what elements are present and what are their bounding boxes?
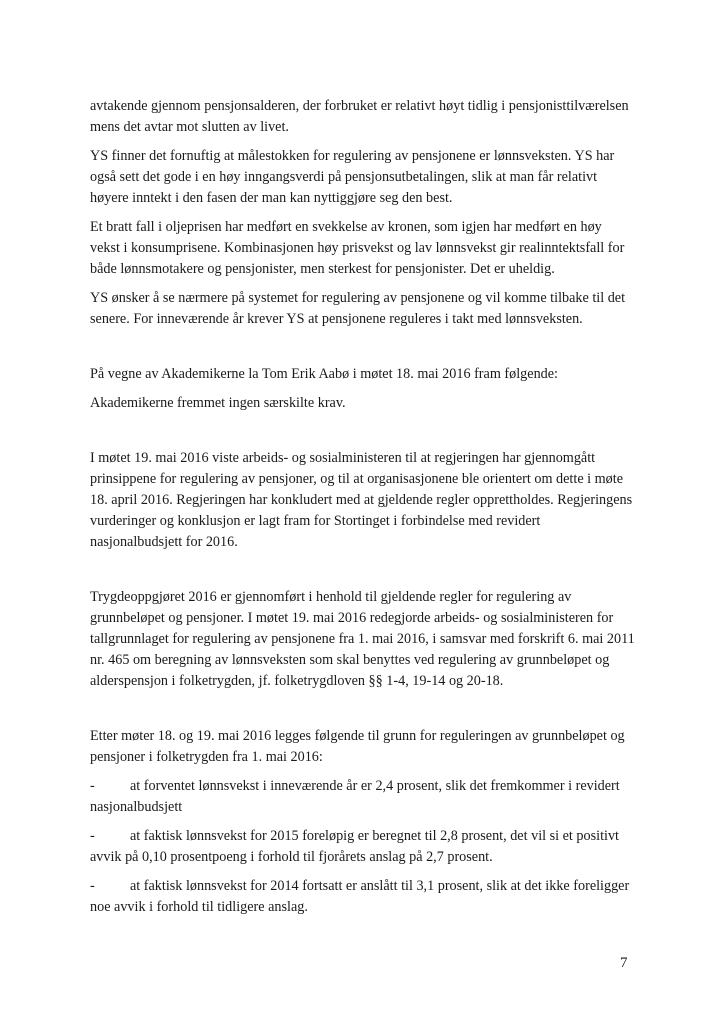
bullet-marker: - <box>90 778 95 794</box>
paragraph-regulation-basis: Etter møter 18. og 19. mai 2016 legges følgende til grunn for reguleringen av grunnbeløpet og pensjoner i folketrygden fra 1. mai 2016: <box>90 728 625 765</box>
list-item-wage-growth-2014 <box>90 876 635 918</box>
list-item-text: at faktisk lønnsvekst for 2015 foreløpig er beregnet til 2,8 prosent, det vil si et positivt avvik på 0,10 prosentpoeng i forhold til fjorårets anslag på 2,7 prosent. <box>90 828 619 865</box>
list-item-expected-wage-growth <box>90 776 635 818</box>
list-item-wage-growth-2015 <box>90 826 635 868</box>
paragraph-oil-price: Et bratt fall i oljeprisen har medført en svekkelse av kronen, som igjen har medført en høy vekst i konsumprisene. Kombinasjonen høy prisvekst og lav lønnsvekst gir realinntektsfall for både lønnsmotakere og pensjonister, men sterkest for pensjonister. Det er uheldig. <box>90 219 625 277</box>
paragraph-akademikerne-intro: På vegne av Akademikerne la Tom Erik Aabø i møtet 18. mai 2016 fram følgende: <box>90 366 558 382</box>
paragraph-minister-statement: I møtet 19. mai 2016 viste arbeids- og sosialministeren til at regjeringen har gjennomgått prinsippene for regulering av pensjoner, og til at organisasjonene ble orientert om dette i møte 18. april 2016. Regjeringen har konkludert med at gjeldende regler opprettholdes. Regjeringens vurderinger og konklusjon er lagt fram for Stortinget i forbindelse med revidert nasjonalbudsjett for 2016. <box>90 450 633 550</box>
paragraph-pension-consumption: avtakende gjennom pensjonsalderen, der forbruket er relativt høyt tidlig i pensjonisttilværelsen mens det avtar mot slutten av livet. <box>90 98 629 135</box>
bullet-marker: - <box>90 878 95 894</box>
paragraph-settlement-2016: Trygdeoppgjøret 2016 er gjennomført i henhold til gjeldende regler for regulering av grunnbeløpet og pensjoner. I møtet 19. mai 2016 redegjorde arbeids- og sosialministeren for tallgrunnlaget for regulering av pensjonene fra 1. mai 2016, i samsvar med forskrift 6. mai 2011 nr. 465 om beregning av lønnsveksten som skal benyttes ved regulering av grunnbeløpet og alderspensjon i folketrygden, jf. folketrygdloven §§ 1-4, 19-14 og 20-18. <box>90 589 635 689</box>
paragraph-akademikerne-claims: Akademikerne fremmet ingen særskilte krav. <box>90 395 346 411</box>
paragraph-ys-wage-growth: YS finner det fornuftig at målestokken for regulering av pensjonene er lønnsveksten. YS har også sett det gode i en høy inngangsverdi på pensjonsutbetalingen, slik at man får relativt høyere inntekt i den fasen der man kan nyttiggjøre seg den best. <box>90 148 615 206</box>
page-number: 7 <box>620 955 628 971</box>
paragraph-ys-demand: YS ønsker å se nærmere på systemet for regulering av pensjonene og vil komme tilbake til det senere. For inneværende år krever YS at pensjonene reguleres i takt med lønnsveksten. <box>90 290 626 327</box>
list-item-text: at faktisk lønnsvekst for 2014 fortsatt er anslått til 3,1 prosent, slik at det ikke foreligger noe avvik i forhold til tidligere anslag. <box>90 878 630 915</box>
page-content <box>90 96 635 926</box>
bullet-marker: - <box>90 828 95 844</box>
list-item-text: at forventet lønnsvekst i inneværende år er 2,4 prosent, slik det fremkommer i revidert nasjonalbudsjett <box>90 778 620 815</box>
